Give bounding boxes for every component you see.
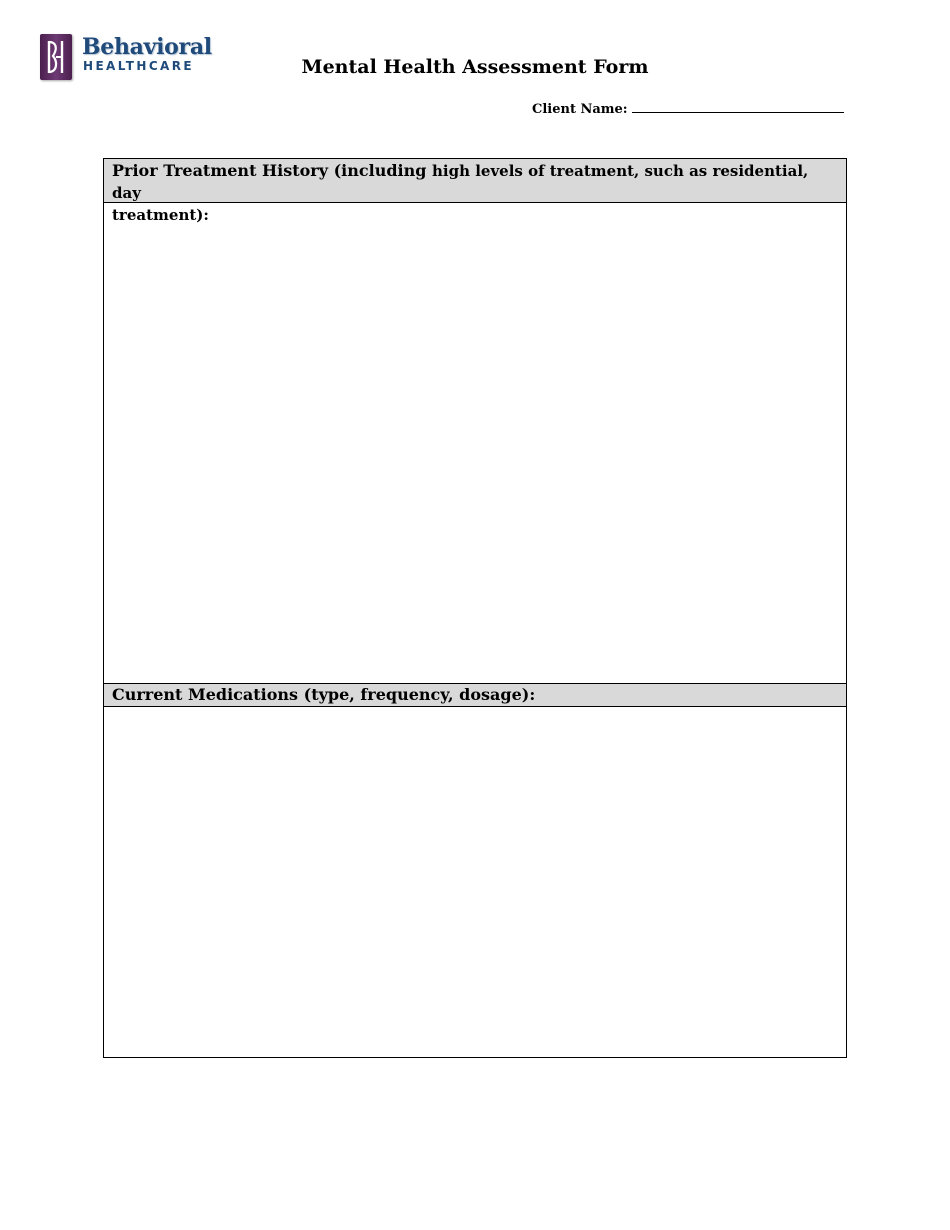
assessment-form-table [103, 158, 847, 1058]
prior-treatment-header-line2: treatment): [112, 206, 209, 224]
client-name-label: Client Name: [532, 102, 628, 117]
current-medications-header: Current Medications (type, frequency, dosage): [104, 684, 846, 707]
prior-treatment-header-part1: Prior Treatment History (including [112, 161, 432, 180]
client-name-field [532, 100, 844, 117]
logo-wordmark-behavioral: Behavioral [82, 34, 212, 60]
prior-treatment-history-header [104, 159, 846, 224]
prior-treatment-header-part2: high levels of treatment, such as residential, day [112, 162, 809, 202]
form-title: Mental Health Assessment Form [301, 56, 649, 78]
prior-treatment-history-entry-area[interactable] [104, 203, 846, 684]
logo-wordmark-healthcare: HEALTHCARE [83, 59, 194, 73]
current-medications-entry-area[interactable] [104, 707, 846, 1055]
client-name-input-line[interactable] [632, 100, 844, 113]
